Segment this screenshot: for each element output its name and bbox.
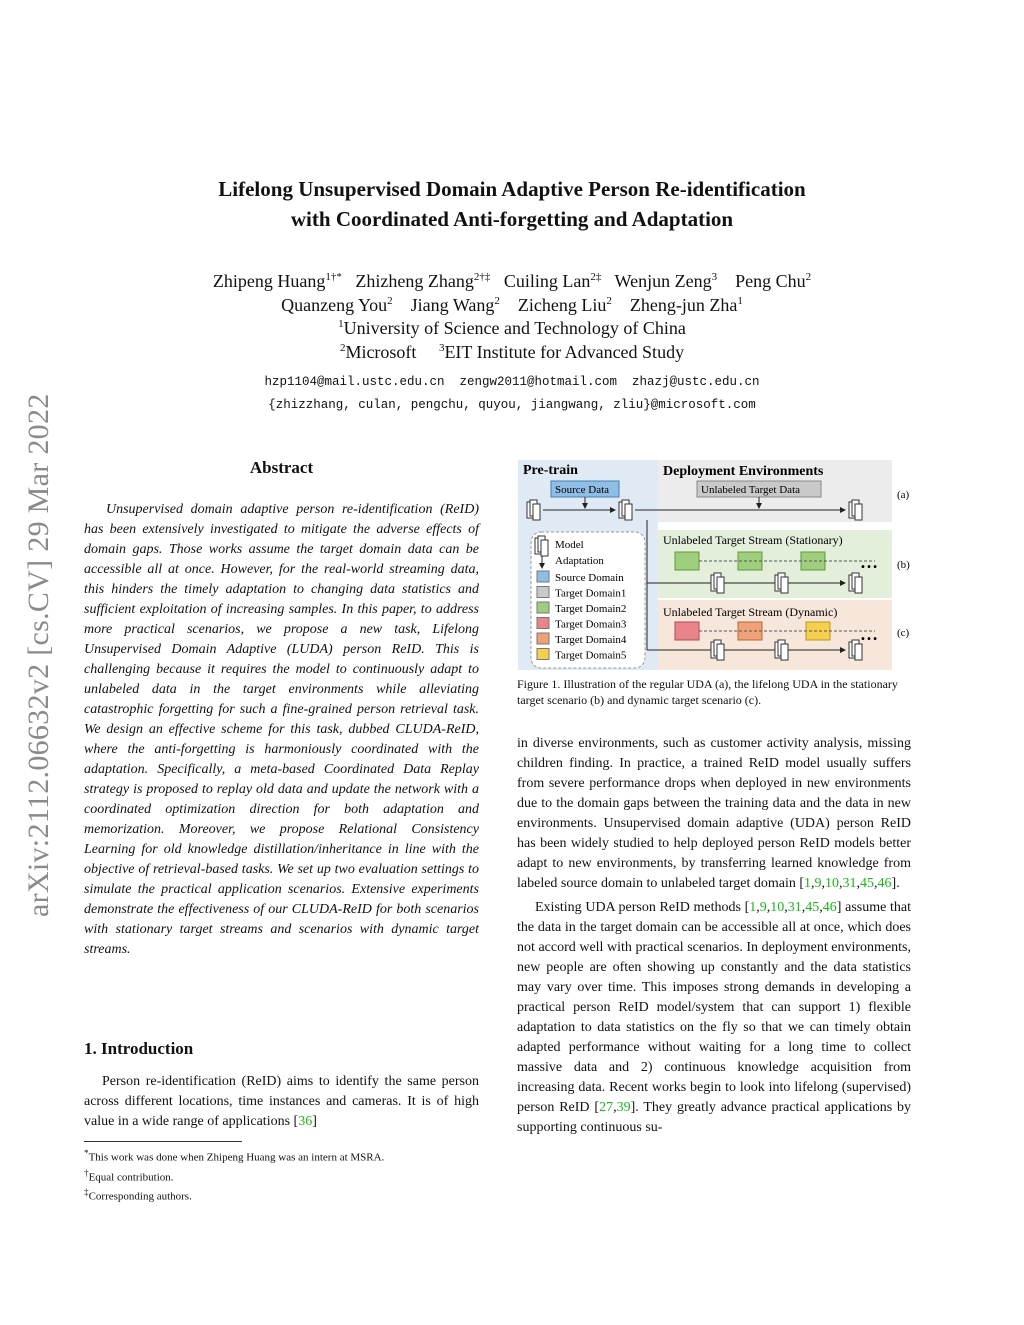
arxiv-stamp: arXiv:2112.06632v2 [cs.CV] 29 Mar 2022 bbox=[22, 393, 55, 917]
citation-link[interactable]: 27 bbox=[599, 1100, 614, 1115]
abstract-heading: Abstract bbox=[249, 458, 314, 477]
label-a: (a) bbox=[897, 489, 910, 501]
green-block bbox=[675, 552, 699, 570]
citation-link[interactable]: 1 bbox=[749, 900, 757, 915]
affiliation-2-3: $^2$Microsoft $^3$EIT Institute for Advanced Study bbox=[339, 341, 685, 362]
title-line-2: with Coordinated Anti-forgetting and Adaptation bbox=[290, 207, 734, 231]
legend-label: Target Domain3 bbox=[555, 618, 627, 631]
title-line-1: Lifelong Unsupervised Domain Adaptive Person Re-identification bbox=[218, 177, 806, 201]
citation-link[interactable]: 10 bbox=[770, 900, 785, 915]
citation-link[interactable]: 46 bbox=[877, 876, 892, 891]
citation-link[interactable]: 10 bbox=[825, 876, 840, 891]
stream-stationary-label: Unlabeled Target Stream (Stationary) bbox=[663, 533, 843, 547]
stream-dynamic-label: Unlabeled Target Stream (Dynamic) bbox=[663, 605, 838, 619]
author: Zhizheng Zhang bbox=[355, 271, 474, 291]
legend-label: Target Domain1 bbox=[555, 587, 627, 600]
email-block bbox=[0, 371, 1024, 417]
legend-swatch bbox=[537, 649, 549, 660]
intro-paragraph: Person re-identification (ReID) aims to identify the same person across different locations, time instances and cameras. It is of high value in a wide range of applications [36] bbox=[84, 1074, 479, 1129]
citation-link[interactable]: 31 bbox=[842, 876, 857, 891]
author: Jiang Wang bbox=[410, 294, 495, 315]
legend-model: Model bbox=[555, 539, 584, 551]
footnote-rule bbox=[84, 1141, 242, 1142]
deploy-label: Deployment Environments bbox=[663, 464, 824, 479]
figure-1 bbox=[515, 458, 915, 673]
legend-swatch bbox=[537, 618, 549, 629]
red-block bbox=[675, 622, 699, 640]
legend-swatch bbox=[537, 633, 549, 644]
legend-swatch bbox=[537, 587, 549, 598]
footnote-3: ‡Corresponding authors. bbox=[84, 1187, 192, 1203]
author: Cuiling Lan bbox=[503, 271, 591, 291]
legend-adaptation: Adaptation bbox=[555, 555, 604, 567]
citation-link[interactable]: 45 bbox=[860, 876, 875, 891]
paper-title bbox=[0, 174, 1024, 234]
figure-caption: Figure 1. Illustration of the regular UDA (a), the lifelong UDA in the stationary target scenario (b) and dynamic target scenario (c). bbox=[517, 677, 898, 707]
ellipsis: … bbox=[860, 552, 878, 572]
legend-label: Target Domain2 bbox=[555, 603, 627, 615]
label-c: (c) bbox=[897, 627, 910, 639]
footnotes bbox=[84, 1146, 479, 1205]
author-line-2: Quanzeng You$^2$ Jiang Wang$^2$ Zicheng Liu$^2$ Zheng-jun Zha$^1$ bbox=[281, 294, 743, 315]
right-column bbox=[517, 734, 911, 1138]
footnote-1: *This work was done when Zhipeng Huang was an intern at MSRA. bbox=[84, 1148, 385, 1164]
citation-link[interactable]: 45 bbox=[805, 900, 820, 915]
affiliation-1: $^1$University of Science and Technology of China bbox=[338, 318, 686, 338]
email-line-2: {zhizzhang, culan, pengchu, quyou, jiangwang, zliu}@microsoft.com bbox=[268, 398, 756, 412]
author: Zheng-jun Zha bbox=[629, 294, 738, 315]
citation-link[interactable]: 1 bbox=[804, 876, 812, 891]
source-data-label: Source Data bbox=[555, 484, 610, 496]
footnote-2: †Equal contribution. bbox=[84, 1167, 174, 1184]
author-block bbox=[0, 270, 1024, 364]
right-paragraph-1: in diverse environments, such as customer activity analysis, missing children finding. In practice, a trained ReID model usually suffers from severe performance drops when deployed in new environments due to the domain gaps between the training data and the data in new environments. Unsupervised domain adaptive (UDA) person ReID has been widely studied to help deployed person ReID models better adapt to new environments, by transferring learned knowledge from labeled source domain to unlabeled target domain [1,9,10,31,45,46]. bbox=[517, 736, 911, 891]
abstract-text: Unsupervised domain adaptive person re-identification (ReID) has been extensively investigated to mitigate the adverse effects of domain gaps. Those works assume the target domain data can be accessible all at once. However, for the real-world streaming data, this hinders the timely adaptation to changing data statistics and sufficient exploitation of increasing samples. In this paper, to address more practical scenarios, we propose a new task, Lifelong Unsupervised Domain Adaptive (LUDA) person ReID. This is challenging because it requires the model to continuously adapt to unlabeled data in the target environments while alleviating catastrophic forgetting for such a fine-grained person retrieval task. We design an effective scheme for this task, dubbed CLUDA-ReID, where the anti-forgetting is harmoniously coordinated with the adaptation. Specifically, a meta-based Coordinated Data Replay strategy is proposed to replay old data and update the network with a coordinated optimization direction for both adaptation and memorization. Moreover, we propose Relational Consistency Learning for old knowledge distillation/inheritance in line with the objective of retrieval-based tasks. We set up two evaluation settings to simulate the practical application scenarios. Extensive experiments demonstrate the effectiveness of our CLUDA-ReID for both scenarios with stationary target streams and scenarios with dynamic target streams. bbox=[84, 502, 479, 957]
author: Quanzeng You bbox=[281, 294, 388, 315]
email-line-1: hzp1104@mail.ustc.edu.cn zengw2011@hotmail.com zhazj@ustc.edu.cn bbox=[264, 375, 760, 389]
citation-link[interactable]: 9 bbox=[759, 900, 767, 915]
citation-link[interactable]: 31 bbox=[787, 900, 802, 915]
author: Peng Chu bbox=[735, 271, 806, 291]
citation-link[interactable]: 46 bbox=[822, 900, 837, 915]
legend-swatch bbox=[537, 571, 549, 582]
legend-label: Source Domain bbox=[555, 572, 624, 584]
legend-swatch bbox=[537, 602, 549, 613]
pretrain-label: Pre-train bbox=[523, 463, 578, 478]
author: Zhipeng Huang bbox=[212, 271, 326, 291]
ellipsis: … bbox=[860, 624, 878, 644]
author-line-1: Zhipeng Huang$^{1\dagger*}$ Zhizheng Zhang$^{2\dagger\ddagger}$ Cuiling Lan$^{2\ddagger}$ Wenjun Zeng$^3$ Peng Chu$^2$ bbox=[212, 271, 812, 291]
citation-link[interactable]: 36 bbox=[298, 1114, 313, 1129]
legend-label: Target Domain4 bbox=[555, 634, 627, 646]
citation-link[interactable]: 39 bbox=[616, 1100, 631, 1115]
legend-label: Target Domain5 bbox=[555, 649, 627, 662]
citation-link[interactable]: 9 bbox=[814, 876, 822, 891]
author: Wenjun Zeng bbox=[614, 271, 712, 291]
label-b: (b) bbox=[897, 559, 910, 571]
abstract-body bbox=[84, 500, 479, 960]
intro-heading: 1. Introduction bbox=[84, 1039, 194, 1058]
target-data-label: Unlabeled Target Data bbox=[701, 484, 801, 496]
right-paragraph-2: Existing UDA person ReID methods [1,9,10,31,45,46] assume that the data in the target domain can be accessible all at once, which does not accord well with practical scenarios. In deployment environments, new people are often showing up constantly and the data statistics may vary over time. This imposes strong demands in developing a practical person ReID model/system that can support 1) flexible adaptation to data statistics on the fly so that we can timely obtain adapted performance without waiting for a long time to collect massive data and 2) continuous knowledge acquisition from increasing data. Recent works begin to look into lifelong (supervised) person ReID [27,39]. They greatly advance practical applications by supporting continuous su- bbox=[517, 900, 912, 1135]
author: Zicheng Liu bbox=[517, 294, 607, 315]
